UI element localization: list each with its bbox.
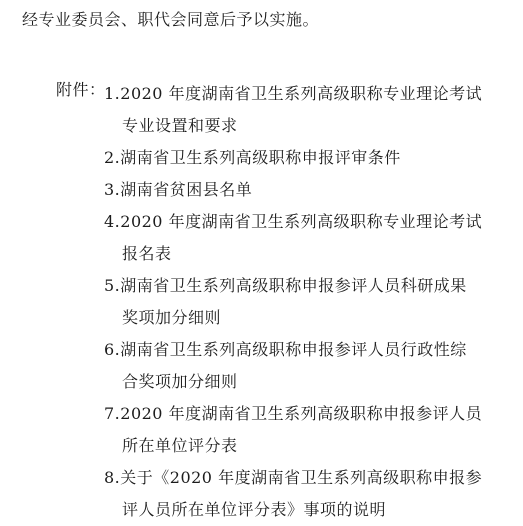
attachment-item-5 <box>104 270 514 334</box>
attachment-line: 评人员所在单位评分表》事项的说明 <box>122 500 387 519</box>
attachment-line: 报名表 <box>122 244 172 263</box>
attachment-line: 5.湖南省卫生系列高级职称申报参评人员科研成果 <box>104 276 467 295</box>
attachment-line: 2.湖南省卫生系列高级职称申报评审条件 <box>104 148 401 167</box>
attachment-line: 8.关于《2020 年度湖南省卫生系列高级职称申报参 <box>104 468 483 487</box>
attachment-item-6 <box>104 334 514 398</box>
attachment-item-3 <box>104 174 514 206</box>
attachment-line: 1.2020 年度湖南省卫生系列高级职称专业理论考试 <box>104 84 483 103</box>
attachment-item-1 <box>104 78 514 142</box>
attachments-list <box>104 78 514 526</box>
attachment-line: 6.湖南省卫生系列高级职称申报参评人员行政性综 <box>104 340 467 359</box>
attachment-line: 专业设置和要求 <box>122 116 238 135</box>
attachments-label: 附件： <box>56 80 106 99</box>
attachment-line: 所在单位评分表 <box>122 436 238 455</box>
attachment-line: 合奖项加分细则 <box>122 372 238 391</box>
attachment-item-2 <box>104 142 514 174</box>
attachment-line: 3.湖南省贫困县名单 <box>104 180 253 199</box>
attachment-line: 奖项加分细则 <box>122 308 222 327</box>
attachment-item-7 <box>104 398 514 462</box>
attachment-item-8 <box>104 462 514 526</box>
attachment-line: 7.2020 年度湖南省卫生系列高级职称申报参评人员 <box>104 404 483 423</box>
intro-sentence: 经专业委员会、职代会同意后予以实施。 <box>22 10 320 29</box>
attachment-item-4 <box>104 206 514 270</box>
attachment-line: 4.2020 年度湖南省卫生系列高级职称专业理论考试 <box>104 212 483 231</box>
